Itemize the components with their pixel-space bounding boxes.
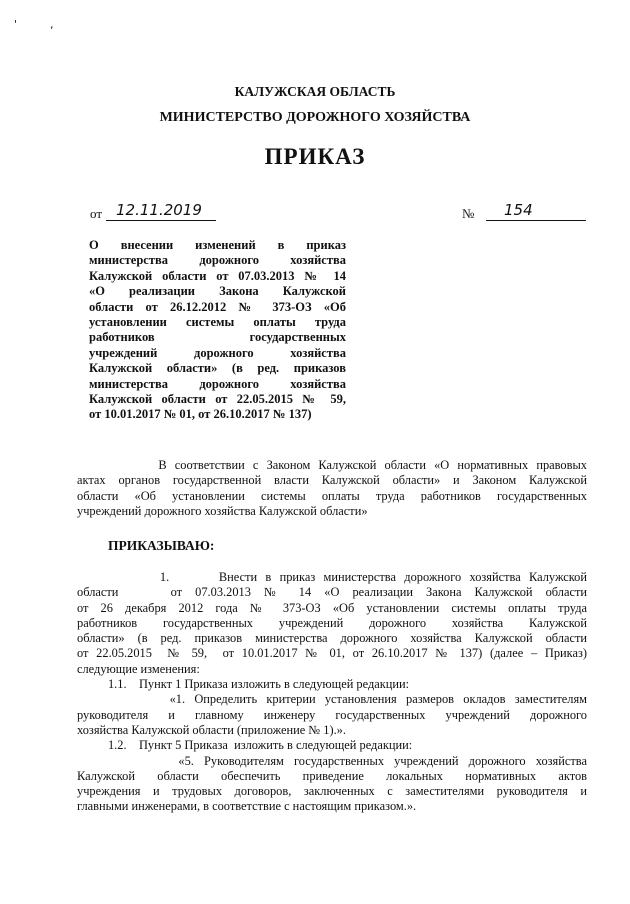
item-line: главными инженерами, в соответствие с настоящим приказом.». [77, 799, 417, 814]
subject-line: «О реализации Закона Калужской [89, 284, 346, 299]
order-items [77, 570, 587, 815]
ministry-heading: МИНИСТЕРСТВО ДОРОЖНОГО ХОЗЯЙСТВА [159, 110, 471, 125]
subject-line: от 10.01.2017 № 01, от 26.10.2017 № 137) [89, 407, 312, 422]
intro-line: актах органов государственной власти Калужской области» и Законом Калужской [77, 473, 587, 488]
subject-line: Калужской области от 07.03.2013 № 14 [89, 268, 346, 283]
order-heading: ПРИКАЗЫВАЮ: [108, 538, 215, 553]
item-line: 1. Внести в приказ министерства дорожного хозяйства Калужской [77, 570, 587, 584]
item-line: работников государственных учреждений дорожного хозяйства Калужской [77, 615, 587, 630]
item-line: 1.1. Пункт 1 Приказа изложить в следующей редакции: [77, 677, 410, 692]
item-line: Калужской области обеспечить приведение локальных нормативных актов [77, 768, 587, 783]
item-line: «1. Определить критерии установления размеров окладов заместителям [77, 692, 587, 707]
subject-block [89, 238, 346, 423]
date-prefix: от [90, 206, 103, 221]
number-label: № [462, 206, 475, 221]
item-line: 1.2. Пункт 5 Приказа изложить в следующей редакции: [77, 738, 413, 753]
item-line: области» (в ред. приказов министерства дорожного хозяйства Калужской области [77, 631, 587, 646]
item-line: хозяйства Калужской области (приложение № 1).». [77, 722, 346, 737]
handwritten-number: 154 [486, 200, 586, 221]
scan-mark-left: ' [14, 18, 18, 31]
handwritten-date: 12.11.2019 [106, 200, 216, 221]
item-line: от 22.05.2015 № 59, от 10.01.2017 № 01, от 26.10.2017 № 137) (далее – Приказ) [77, 646, 587, 661]
date-number-row [0, 200, 630, 224]
subject-line: О внесении изменений в приказ [89, 238, 346, 252]
subject-line: министерства дорожного хозяйства [89, 253, 346, 268]
intro-line: учреждений дорожного хозяйства Калужской области» [77, 503, 368, 518]
item-line: от 26 декабря 2012 года № 373-ОЗ «Об установлении системы оплаты труда [77, 600, 587, 615]
intro-paragraph [77, 458, 587, 519]
subject-line: Калужской области от 22.05.2015 № 59, [89, 392, 346, 407]
item-line: области от 07.03.2013 № 14 «О реализации Закона Калужской области [77, 585, 587, 600]
scan-mark-right: , [50, 18, 54, 31]
item-line: следующие изменения: [77, 661, 200, 676]
subject-line: министерства дорожного хозяйства [89, 376, 346, 391]
intro-line: В соответствии с Законом Калужской области «О нормативных правовых [77, 458, 587, 472]
intro-line: области «Об установлении системы оплаты труда работников государственных [77, 488, 587, 503]
item-line: руководителя и главному инженеру государственных учреждений дорожного [77, 707, 587, 722]
region-heading: КАЛУЖСКАЯ ОБЛАСТЬ [234, 84, 396, 99]
subject-line: Калужской области» (в ред. приказов [89, 361, 346, 376]
subject-line: области от 26.12.2012 № 373-ОЗ «Об [89, 299, 346, 314]
document-title: ПРИКАЗ [264, 144, 366, 169]
subject-line: работников государственных [89, 330, 346, 345]
item-line: учреждения и трудовых договоров, заключенных с заместителями руководителя и [77, 784, 587, 799]
subject-line: установлении системы оплаты труда [89, 315, 346, 330]
subject-line: учреждений дорожного хозяйства [89, 345, 346, 360]
item-line: «5. Руководителям государственных учреждений дорожного хозяйства [77, 753, 587, 768]
